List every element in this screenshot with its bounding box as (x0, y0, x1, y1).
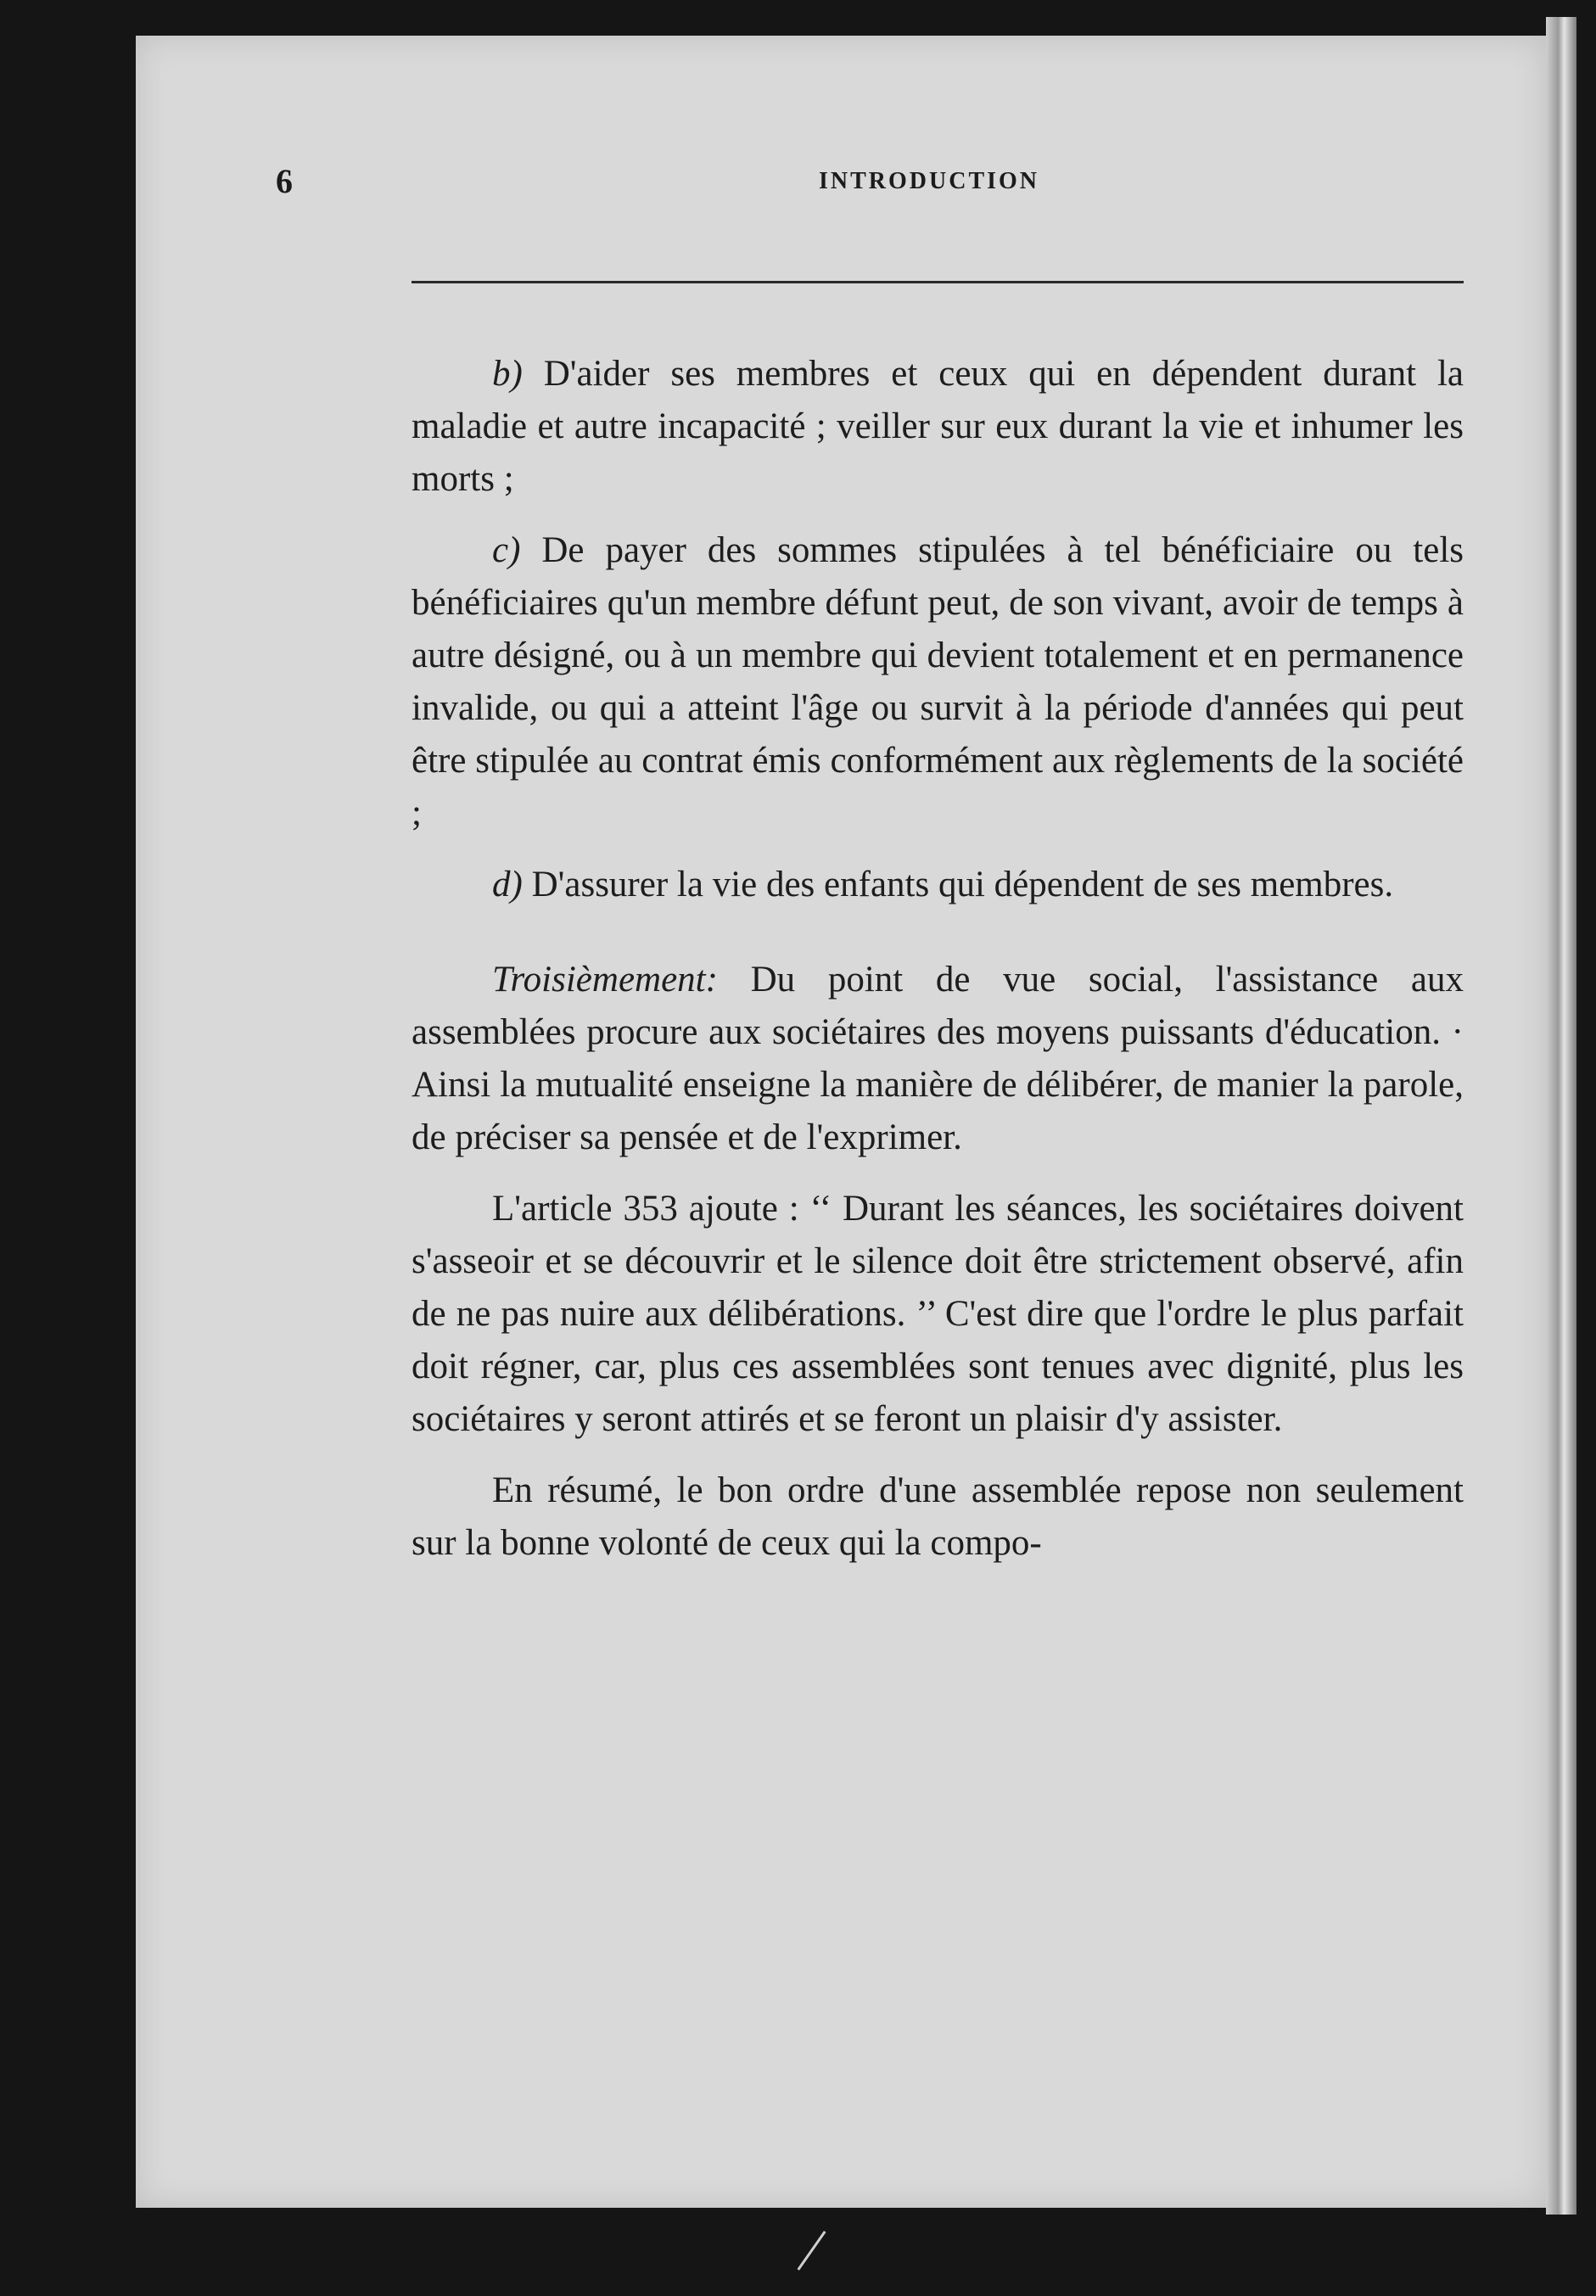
running-head: INTRODUCTION (819, 168, 1040, 194)
paragraph-d-text: D'assurer la vie des enfants qui dépendent de ses membres. (522, 865, 1394, 904)
item-letter-c: c) (492, 530, 521, 570)
paragraph-b (412, 348, 1464, 506)
troisiemement-text: Du point de vue social, l'assistance aux assemblées procure aux sociétaires des moyens puissants d'éducation. · Ainsi la mutualité enseigne la manière de délibérer, de manier la parole, de préciser sa pensée et de l'exprimer. (412, 960, 1464, 1157)
paragraph-c-text: De payer des sommes stipulées à tel bénéficiaire ou tels bénéficiaires qu'un membre défunt peut, de son vivant, avoir de temps à autre désigné, ou à un membre qui devient totalement et en permanence invalide, ou qui a atteint l'âge ou survit à la période d'années qui peut être stipulée au contrat émis conformément aux règlements de la société ; (412, 530, 1464, 833)
book-page-edge (1546, 17, 1576, 2215)
item-letter-b: b) (492, 354, 523, 394)
paragraph-article: L'article 353 ajoute : ‘‘ Durant les séances, les sociétaires doivent s'asseoir et se découvrir et le silence doit être strictement observé, afin de ne pas nuire aux délibérations. ’’ C'est dire que l'ordre le plus parfait doit régner, car, plus ces assemblées sont tenues avec dignité, plus les sociétaires y seront attirés et se feront un plaisir d'y assister. (412, 1189, 1464, 1439)
paragraph-d (412, 859, 1464, 911)
page-number: 6 (276, 162, 293, 200)
page-body (412, 348, 1464, 1570)
paragraph-c (412, 524, 1464, 840)
troisiemement-lead: Troisièmement: (492, 960, 718, 1000)
item-letter-d: d) (492, 865, 523, 904)
header-rule (412, 281, 1464, 283)
page-header (276, 161, 1464, 212)
paragraph-b-text: D'aider ses membres et ceux qui en dépendent durant la maladie et autre incapacité ; veiller sur eux durant la vie et inhumer les morts ; (412, 354, 1464, 499)
paragraph-resume: En résumé, le bon ordre d'une assemblée repose non seulement sur la bonne volonté de ceux qui la compo- (412, 1470, 1464, 1563)
paragraph-troisiemement (412, 954, 1464, 1164)
